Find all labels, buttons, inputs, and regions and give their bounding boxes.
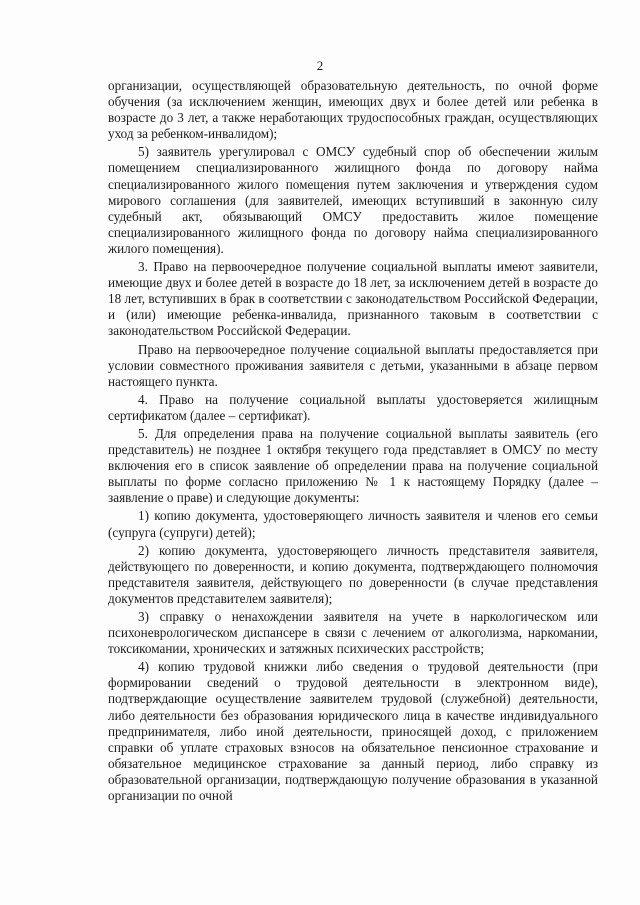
paragraph: Право на первоочередное получение социальной выплаты предоставляется при условии совместного проживания заявителя с детьми, указанными в абзаце первом настоящего пункта. — [108, 341, 598, 389]
document-body — [108, 78, 598, 806]
paragraph: организации, осуществляющей образовательную деятельность, по очной форме обучения (за исключением женщин, имеющих двух и более детей или ребенка в возрасте до 3 лет, а также неработающих трудоспособных граждан, осуществляющих уход за ребенком-инвалидом); — [108, 78, 598, 142]
paragraph: 3. Право на первоочередное получение социальной выплаты имеют заявители, имеющие двух и более детей в возрасте до 18 лет, за исключением детей в возрасте до 18 лет, вступивших в брак в соответствии с законодательством Российской Федерации, и (или) имеющие ребенка-инвалида, признанного таковым в соответствии с законодательством Российской Федерации. — [108, 259, 598, 339]
paragraph: 2) копию документа, удостоверяющего личность представителя заявителя, действующего по доверенности, и копию документа, подтверждающего полномочия представителя заявителя, действующего по доверенности (в случае представления документов представителем заявителя); — [108, 542, 598, 606]
paragraph: 5) заявитель урегулировал с ОМСУ судебный спор об обеспечении жилым помещением специализированного жилищного фонда по договору найма специализированного жилого помещения путем заключения и утверждения судом мирового соглашения (для заявителей, имеющих вступивший в законную силу судебный акт, обязывающий ОМСУ предоставить жилое помещение специализированного жилищного фонда по договору найма специализированного жилого помещения). — [108, 144, 598, 256]
paragraph: 5. Для определения права на получение социальной выплаты заявитель (его представитель) не позднее 1 октября текущего года представляет в ОМСУ по месту включения его в список заявление об определении права на получение социальной выплаты по форме согласно приложению № 1 к настоящему Порядку (далее – заявление о праве) и следующие документы: — [108, 425, 598, 506]
paragraph: 4. Право на получение социальной выплаты удостоверяется жилищным сертификатом (далее – сертификат). — [108, 391, 598, 423]
paragraph: 1) копию документа, удостоверяющего личность заявителя и членов его семьи (супруга (супруги) детей); — [108, 508, 598, 540]
paragraph: 4) копию трудовой книжки либо сведения о трудовой деятельности (при формировании сведений о трудовой деятельности в электронном виде), подтверждающие осуществление заявителем трудовой (служебной) деятельности, либо деятельности без образования юридического лица в качестве индивидуального предпринимателя, либо иной деятельности, приносящей доход, с приложением справки об уплате страховых взносов на обязательное пенсионное страхование и обязательное медицинское страхование за данный период, либо справку из образовательной организации, подтверждающую получение образования в указанной организации по очной — [108, 659, 598, 804]
page-number: 2 — [316, 58, 324, 73]
paragraph: 3) справку о ненахождении заявителя на учете в наркологическом или психоневрологическом диспансере в связи с лечением от алкоголизма, наркомании, токсикомании, хронических и затяжных психических расстройств; — [108, 609, 598, 657]
